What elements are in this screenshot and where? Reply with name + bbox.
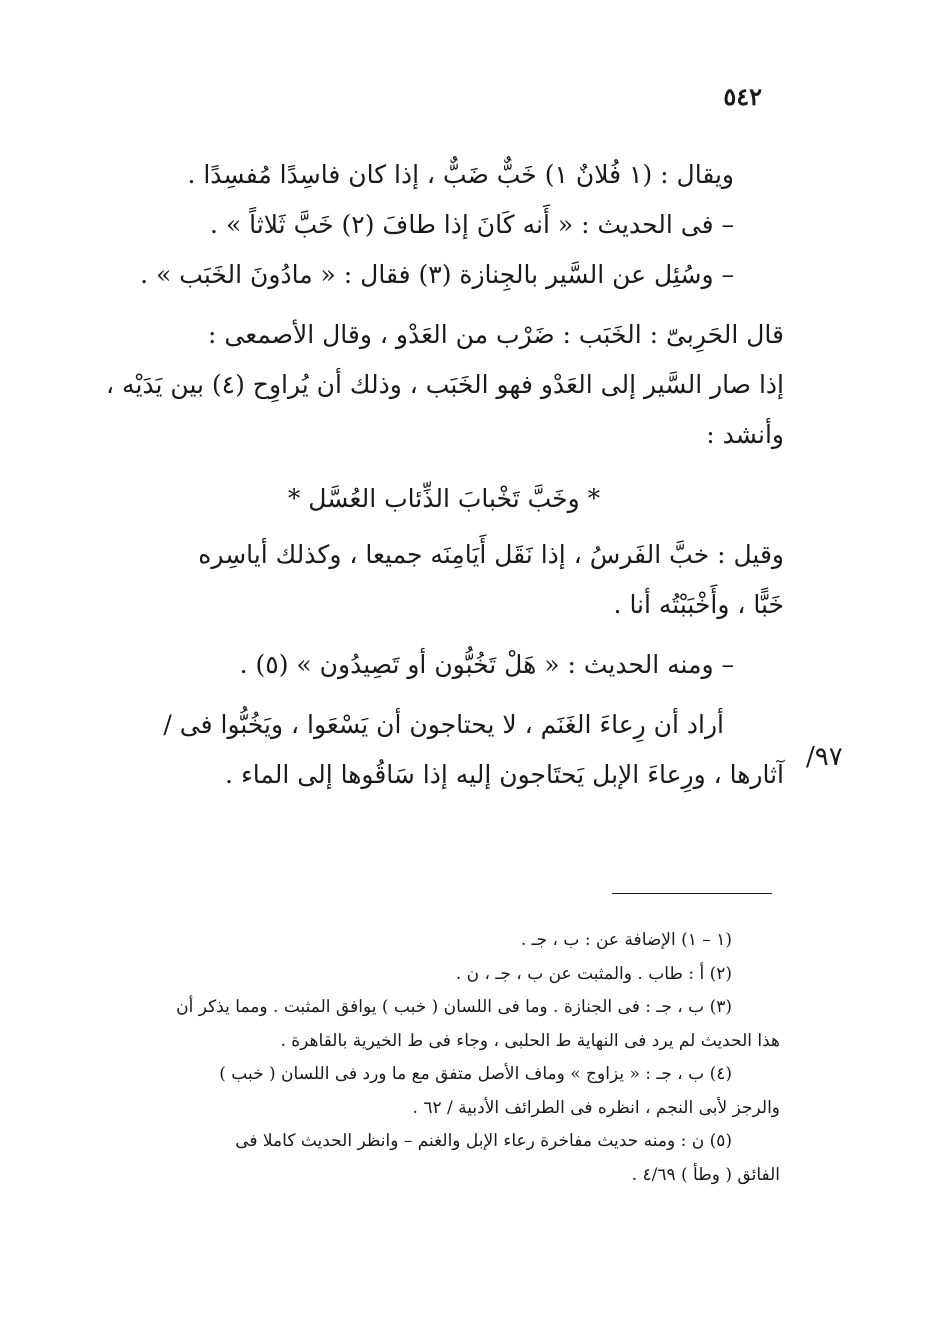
footnote-line: الفائق ( وطأ ) ٤/٦٩ . bbox=[631, 1164, 780, 1185]
footnotes bbox=[104, 924, 780, 1192]
margin-note: /٩٧ bbox=[806, 742, 843, 772]
footnote-divider bbox=[612, 893, 772, 894]
text-line: وأنشد : bbox=[706, 420, 784, 449]
text-line: خَبًّا ، وأَخْبَبْتُه أنا . bbox=[613, 590, 784, 619]
text-line: آثارها ، ورِعاءَ الإبل يَحتَاجون إليه إذا سَاقُوها إلى الماء . bbox=[225, 760, 784, 789]
footnote-line: (٢) أ : طاب . والمثبت عن ب ، جـ ، ن . bbox=[455, 963, 732, 984]
footnote-line: هذا الحديث لم يرد فى النهاية ط الحلبى ، وجاء فى ط الخيرية بالقاهرة . bbox=[280, 1030, 780, 1051]
text-line: قال الحَرِبىّ : الخَبَب : ضَرْب من العَدْو ، وقال الأصمعى : bbox=[208, 320, 784, 349]
text-line: – ومنه الحديث : « هَلْ تَخُبُّون أو تَصِيدُون » (٥) . bbox=[239, 650, 734, 679]
text-line: – فى الحديث : « أَنه كَانَ إذا طافَ (٢) خَبَّ ثَلاثاً » . bbox=[210, 210, 734, 239]
verse-line: * وخَبَّ تَخْبابَ الذِّئاب العُسَّل * bbox=[287, 484, 601, 513]
footnote-line: (٣) ب ، جـ : فى الجنازة . وما فى اللسان ( خبب ) يوافق المثبت . ومما يذكر أن bbox=[176, 997, 732, 1017]
text-line: إذا صار السَّير إلى العَدْو فهو الخَبَب ، وذلك أن يُراوِح (٤) بين يَدَيْه ، bbox=[106, 370, 784, 399]
footnote-line: والرجز لأبى النجم ، انظره فى الطرائف الأدبية / ٦٢ . bbox=[412, 1097, 780, 1118]
text-line: وقيل : خبَّ الفَرسُ ، إذا نَقَل أَيَامِنَه جميعا ، وكذلك أياسِره bbox=[198, 540, 784, 569]
main-text bbox=[104, 150, 784, 800]
page-number: ٥٤٢ bbox=[723, 82, 762, 111]
footnote-line: (٥) ن : ومنه حديث مفاخرة رعاء الإبل والغنم – وانظر الحديث كاملا فى bbox=[235, 1131, 732, 1151]
footnote-line: (١ – ١) الإضافة عن : ب ، جـ . bbox=[520, 930, 732, 950]
text-line: ويقال : (١ فُلانٌ ١) خَبٌّ ضَبٌّ ، إذا كان فاسِدًا مُفسِدًا . bbox=[187, 160, 734, 189]
text-line: أراد أن رِعاءَ الغَنَم ، لا يحتاجون أن يَسْعَوا ، ويَخُبُّوا فى / bbox=[163, 710, 724, 739]
text-line: – وسُئِل عن السَّير بالجِنازة (٣) فقال : « مادُونَ الخَبَب » . bbox=[140, 260, 734, 289]
footnote-line: (٤) ب ، جـ : « يزاوج » وماف الأصل متفق مع ما ورد فى اللسان ( خبب ) bbox=[219, 1064, 732, 1084]
